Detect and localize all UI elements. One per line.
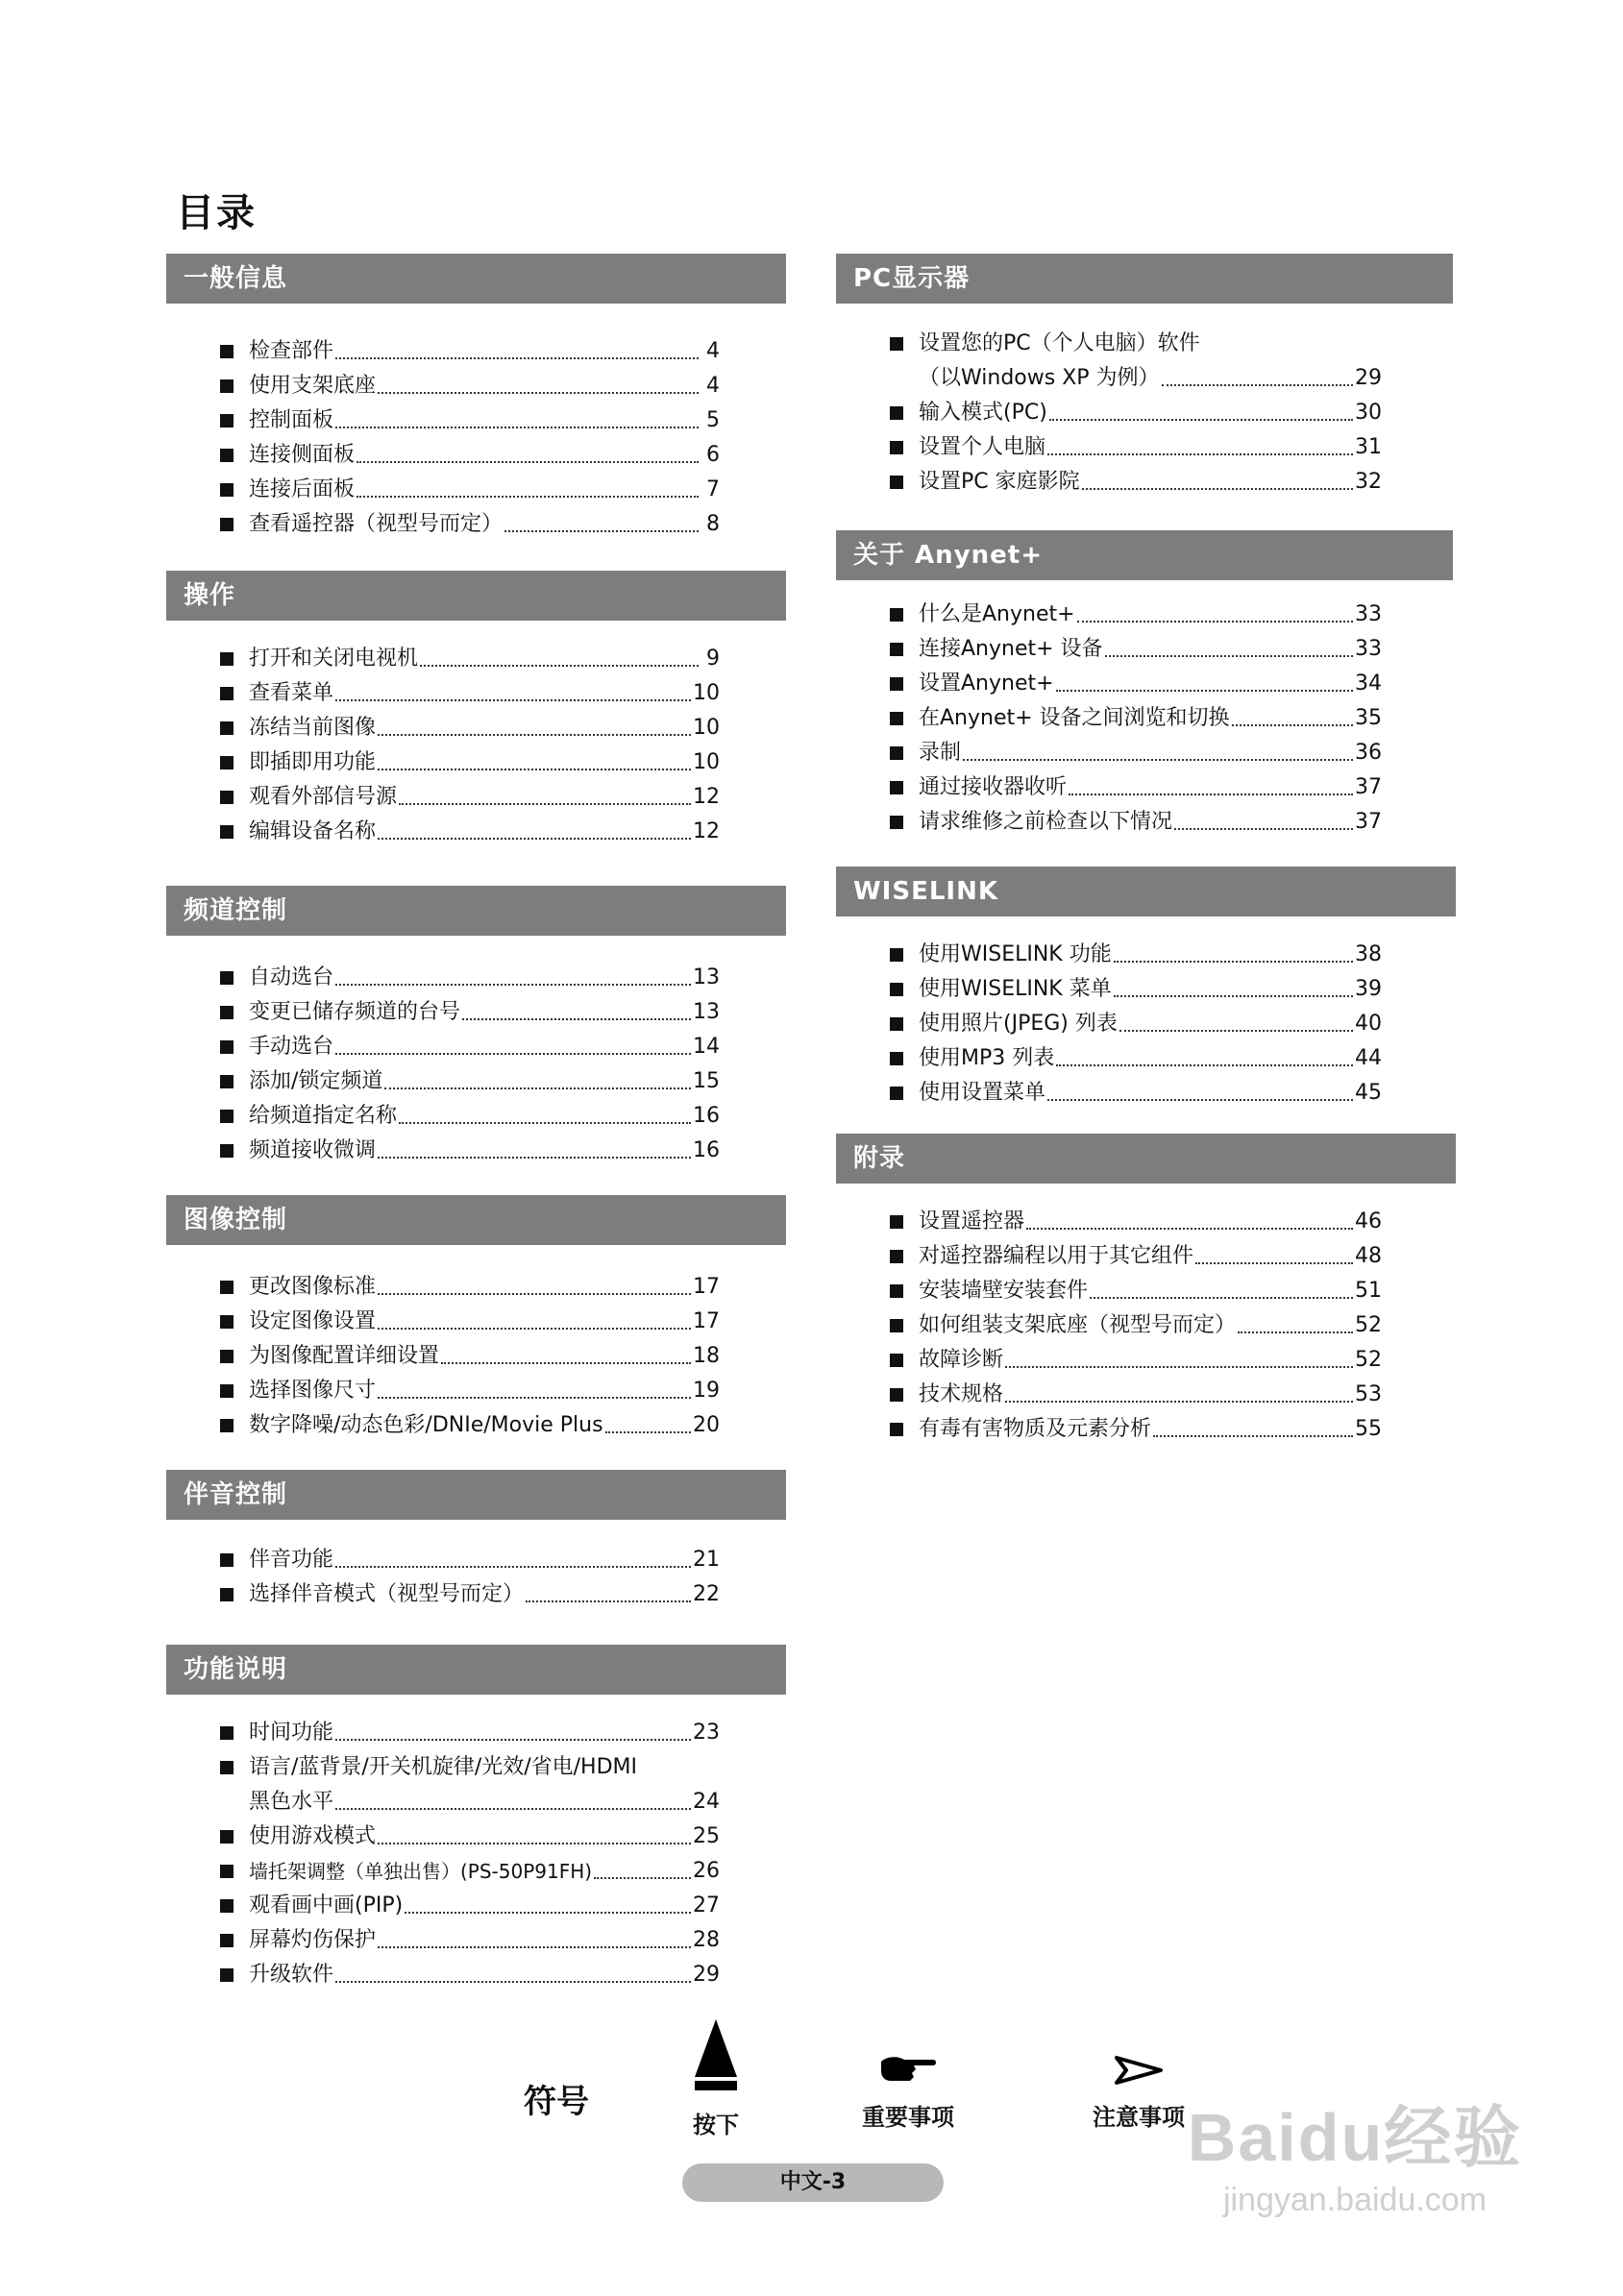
toc-item[interactable] [220,503,720,538]
toc-item[interactable] [220,1370,720,1404]
bullet-icon [220,1968,234,1982]
toc-item-text: 录制 [919,741,962,765]
toc-item-page: 22 [693,1582,720,1606]
toc-item-page: 24 [693,1790,720,1814]
page-title: 目录 [176,191,257,235]
bullet-icon [890,1284,903,1298]
toc-item-page: 13 [693,1000,720,1024]
watermark-url: jingyan.baidu.com [1222,2182,1488,2218]
toc-item[interactable] [890,1072,1382,1107]
toc-item-text: 升级软件 [249,1963,334,1987]
bullet-icon [220,1006,234,1019]
legend-label: 重要事项 [862,2104,954,2131]
toc-item-text: 连接Anynet+ 设备 [919,637,1103,661]
toc-item[interactable] [220,1095,720,1130]
toc-item-page: 12 [693,785,720,809]
toc-item-page: 12 [693,819,720,843]
bullet-icon [220,1075,234,1088]
toc-item-text: 查看菜单 [249,681,334,705]
toc-item-text: 使用WISELINK 菜单 [919,977,1112,1001]
toc-item-text: 使用WISELINK 功能 [919,942,1112,966]
toc-item[interactable] [890,1270,1382,1305]
toc-item[interactable] [220,1539,720,1574]
toc-item-page: 28 [693,1928,720,1952]
toc-item-page: 44 [1355,1046,1382,1070]
toc-item-text: 检查部件 [249,339,334,363]
toc-item-page: 45 [1355,1081,1382,1105]
toc-item-page: 35 [1355,706,1382,730]
legend-item-press [668,2017,764,2139]
arrow-icon [1113,2054,1165,2087]
toc-item-text: 时间功能 [249,1721,334,1745]
toc-item[interactable] [890,1374,1382,1408]
toc-item-text: 设置Anynet+ [919,672,1054,696]
toc-item-page: 8 [706,512,720,536]
toc-item-page: 33 [1355,602,1382,626]
bullet-icon [220,1865,234,1878]
toc-item-page: 29 [693,1963,720,1987]
bullet-icon [220,1553,234,1567]
toc-item-text: 编辑设备名称 [249,819,377,843]
toc-item[interactable] [890,1038,1382,1072]
toc-item[interactable] [220,811,720,845]
toc-item-text: 打开和关闭电视机 [249,647,419,671]
toc-item-page: 7 [706,477,720,501]
bullet-icon [220,791,234,804]
toc-item[interactable] [890,1003,1382,1038]
bullet-icon [890,1354,903,1367]
toc-item-page: 4 [706,339,720,363]
pointing-hand-icon [877,2052,939,2087]
toc-item-page: 36 [1355,741,1382,765]
toc-item[interactable] [220,1061,720,1095]
toc-item[interactable] [220,1850,720,1885]
toc-item-text: 为图像配置详细设置 [249,1344,440,1368]
toc-item-page: 18 [693,1344,720,1368]
bullet-icon [220,1281,234,1294]
toc-item-text: 安装墙壁安装套件 [919,1279,1089,1303]
toc-item-text: 设置个人电脑 [919,435,1046,459]
toc-item-page: 14 [693,1035,720,1059]
toc-item-page: 27 [693,1893,720,1917]
toc-item[interactable] [890,697,1382,732]
toc-item[interactable] [890,663,1382,697]
toc-item-page: 19 [693,1379,720,1403]
toc-item[interactable] [220,1266,720,1301]
toc-item-text: 设置您的PC（个人电脑）软件 [919,331,1200,355]
toc-item-text: 观看画中画(PIP) [249,1893,404,1917]
toc-item[interactable] [220,1885,720,1919]
bullet-icon [890,1388,903,1402]
toc-item-text: 伴音功能 [249,1548,334,1572]
toc-item-page: 26 [693,1859,720,1883]
toc-item-page: 29 [1355,366,1382,390]
toc-item-page: 10 [693,681,720,705]
toc-item-text: 数字降噪/动态色彩/DNIe/Movie Plus [249,1413,603,1437]
toc-item-page: 34 [1355,672,1382,696]
toc-item-text: 设定图像设置 [249,1309,377,1333]
bullet-icon [220,483,234,497]
bullet-icon [220,1040,234,1054]
toc-item[interactable] [220,776,720,811]
toc-item-page: 32 [1355,470,1382,494]
toc-item[interactable] [890,594,1382,628]
toc-item-text: 自动选台 [249,965,334,989]
bullet-icon [890,983,903,996]
press-triangle-icon [691,2017,741,2092]
bullet-icon [890,1250,903,1263]
bullet-icon [890,1215,903,1229]
bullet-icon [890,1017,903,1031]
bullet-icon [220,1588,234,1601]
toc-item-text-continued: （以Windows XP 为例） [919,366,1160,390]
toc-item-text: 给频道指定名称 [249,1104,398,1128]
toc-item-text: 墙托架调整（单独出售）(PS-50P91FH) [249,1860,593,1883]
toc-item-text: 对遥控器编程以用于其它组件 [919,1244,1194,1268]
toc-item[interactable] [890,968,1382,1003]
toc-item-text: 输入模式(PC) [919,401,1047,425]
toc-item-text: 选择伴音模式（视型号而定） [249,1582,525,1606]
bullet-icon [220,379,234,393]
toc-item-page: 39 [1355,977,1382,1001]
bullet-icon [220,1110,234,1123]
bullet-icon [220,1384,234,1398]
toc-item-page: 20 [693,1413,720,1437]
bullet-icon [890,816,903,829]
bullet-icon [890,1423,903,1436]
bullet-icon [220,1419,234,1432]
toc-item[interactable] [220,1404,720,1439]
section-header: 操作 [166,571,786,621]
toc-item-page: 51 [1355,1279,1382,1303]
toc-item-multiline-second[interactable] [890,357,1382,392]
toc-item[interactable] [220,434,720,469]
toc-item[interactable] [220,1919,720,1954]
toc-item-text: 使用设置菜单 [919,1081,1046,1105]
toc-item-text: 手动选台 [249,1035,334,1059]
section-header: PC显示器 [836,254,1453,304]
toc-item-text: 使用MP3 列表 [919,1046,1055,1070]
toc-item-page: 5 [706,408,720,432]
toc-item-page: 40 [1355,1012,1382,1036]
toc-item[interactable] [220,330,720,365]
bullet-icon [220,345,234,358]
toc-item-page: 15 [693,1069,720,1093]
legend-title: 符号 [524,2083,589,2121]
toc-item[interactable] [220,1130,720,1164]
section-header: 附录 [836,1134,1456,1184]
bullet-icon [220,449,234,462]
section-header: 图像控制 [166,1195,786,1245]
toc-item-multiline-second[interactable] [220,1781,720,1816]
toc-item-text: 设置遥控器 [919,1209,1025,1233]
toc-item[interactable] [220,1574,720,1608]
toc-item[interactable] [890,461,1382,496]
toc-item[interactable] [890,1305,1382,1339]
toc-item[interactable] [890,1201,1382,1235]
bullet-icon [220,687,234,700]
section-header: 频道控制 [166,886,786,936]
toc-item-page: 37 [1355,775,1382,799]
toc-item[interactable] [890,1235,1382,1270]
toc-item[interactable] [220,469,720,503]
toc-item[interactable] [220,365,720,400]
toc-item-page: 38 [1355,942,1382,966]
toc-item[interactable] [890,628,1382,663]
toc-item-page: 4 [706,374,720,398]
toc-item[interactable] [890,1339,1382,1374]
toc-item[interactable] [890,767,1382,801]
toc-item[interactable] [220,991,720,1026]
section-header: 功能说明 [166,1645,786,1695]
bullet-icon [890,948,903,962]
toc-item-page: 48 [1355,1244,1382,1268]
toc-item-text: 控制面板 [249,408,334,432]
page-number-badge: 中文-3 [682,2163,944,2202]
section-header: WISELINK [836,867,1456,916]
toc-item[interactable] [220,957,720,991]
bullet-icon [890,746,903,760]
toc-item-multiline-first[interactable] [220,1746,720,1781]
bullet-icon [220,971,234,985]
toc-item-page: 6 [706,443,720,467]
toc-item-text: 如何组装支架底座（视型号而定） [919,1313,1237,1337]
toc-item-page: 31 [1355,435,1382,459]
bullet-icon [890,337,903,351]
bullet-icon [890,1319,903,1332]
toc-item[interactable] [220,1954,720,1989]
toc-item-text: 频道接收微调 [249,1138,377,1162]
toc-item-page: 16 [693,1138,720,1162]
toc-item[interactable] [220,1301,720,1335]
toc-item-text: 变更已储存频道的台号 [249,1000,461,1024]
section-header: 一般信息 [166,254,786,304]
bullet-icon [220,1830,234,1844]
toc-item-text: 更改图像标准 [249,1275,377,1299]
toc-item-text: 技术规格 [919,1382,1004,1406]
toc-item-page: 10 [693,750,720,774]
bullet-icon [220,1726,234,1740]
toc-item[interactable] [890,1408,1382,1443]
bullet-icon [220,1144,234,1158]
bullet-icon [220,518,234,531]
toc-item-text: 屏幕灼伤保护 [249,1928,377,1952]
bullet-icon [890,677,903,691]
bullet-icon [890,476,903,489]
toc-item[interactable] [220,707,720,742]
section-header: 伴音控制 [166,1470,786,1520]
watermark-logo: Baidu经验 [1187,2100,1523,2175]
toc-item-text: 使用照片(JPEG) 列表 [919,1012,1118,1036]
toc-item-text: 使用支架底座 [249,374,377,398]
bullet-icon [890,643,903,656]
toc-item-text: 设置PC 家庭影院 [919,470,1080,494]
toc-item-page: 52 [1355,1348,1382,1372]
toc-item-page: 16 [693,1104,720,1128]
bullet-icon [890,1052,903,1065]
toc-item[interactable] [890,732,1382,767]
bullet-icon [220,825,234,839]
bullet-icon [890,1087,903,1100]
toc-item-page: 17 [693,1275,720,1299]
toc-item-text: 连接侧面板 [249,443,356,467]
toc-item-page: 53 [1355,1382,1382,1406]
bullet-icon [220,1934,234,1947]
toc-item-page: 55 [1355,1417,1382,1441]
toc-item[interactable] [890,392,1382,427]
toc-item[interactable] [220,1816,720,1850]
toc-item-text: 观看外部信号源 [249,785,398,809]
toc-item[interactable] [220,1712,720,1746]
bullet-icon [890,441,903,454]
toc-item[interactable] [890,934,1382,968]
toc-item-text: 查看遥控器（视型号而定） [249,512,504,536]
toc-item[interactable] [220,1335,720,1370]
toc-item-page: 52 [1355,1313,1382,1337]
toc-item-text: 使用游戏模式 [249,1824,377,1848]
toc-item-text: 即插即用功能 [249,750,377,774]
toc-item-text: 在Anynet+ 设备之间浏览和切换 [919,706,1230,730]
legend-label: 注意事项 [1093,2104,1185,2131]
bullet-icon [220,1350,234,1363]
toc-item-page: 21 [693,1548,720,1572]
toc-item[interactable] [220,638,720,672]
bullet-icon [220,414,234,427]
bullet-icon [220,1899,234,1913]
toc-item-text: 语言/蓝背景/开关机旋律/光效/省电/HDMI [249,1755,638,1779]
bullet-icon [220,1315,234,1329]
toc-item-text: 选择图像尺寸 [249,1379,377,1403]
toc-item[interactable] [220,672,720,707]
toc-item-page: 46 [1355,1209,1382,1233]
toc-item-page: 13 [693,965,720,989]
toc-item[interactable] [220,400,720,434]
bullet-icon [890,608,903,622]
toc-item-multiline-first[interactable] [890,323,1382,357]
toc-item-page: 10 [693,716,720,740]
bullet-icon [890,406,903,420]
bullet-icon [220,652,234,666]
toc-item-page: 37 [1355,810,1382,834]
section-header: 关于 Anynet+ [836,530,1453,580]
toc-item[interactable] [220,742,720,776]
toc-item[interactable] [890,427,1382,461]
toc-item[interactable] [220,1026,720,1061]
legend-item-important [841,2052,975,2132]
toc-item-text: 有毒有害物质及元素分析 [919,1417,1152,1441]
watermark [1153,2094,1557,2267]
toc-item-text: 添加/锁定频道 [249,1069,383,1093]
bullet-icon [220,721,234,735]
legend-label: 按下 [693,2112,739,2138]
toc-item-text-continued: 黑色水平 [249,1790,334,1814]
bullet-icon [220,1761,234,1774]
toc-item-page: 25 [693,1824,720,1848]
toc-item-page: 23 [693,1721,720,1745]
bullet-icon [220,756,234,769]
toc-item-text: 故障诊断 [919,1348,1004,1372]
toc-item-page: 33 [1355,637,1382,661]
toc-item-text: 什么是Anynet+ [919,602,1075,626]
bullet-icon [890,781,903,794]
toc-item-text: 请求维修之前检查以下情况 [919,810,1173,834]
toc-item-page: 9 [706,647,720,671]
toc-item-text: 通过接收器收听 [919,775,1068,799]
toc-item[interactable] [890,801,1382,836]
toc-item-text: 连接后面板 [249,477,356,501]
toc-item-page: 30 [1355,401,1382,425]
toc-item-text: 冻结当前图像 [249,716,377,740]
toc-item-page: 17 [693,1309,720,1333]
bullet-icon [890,712,903,725]
